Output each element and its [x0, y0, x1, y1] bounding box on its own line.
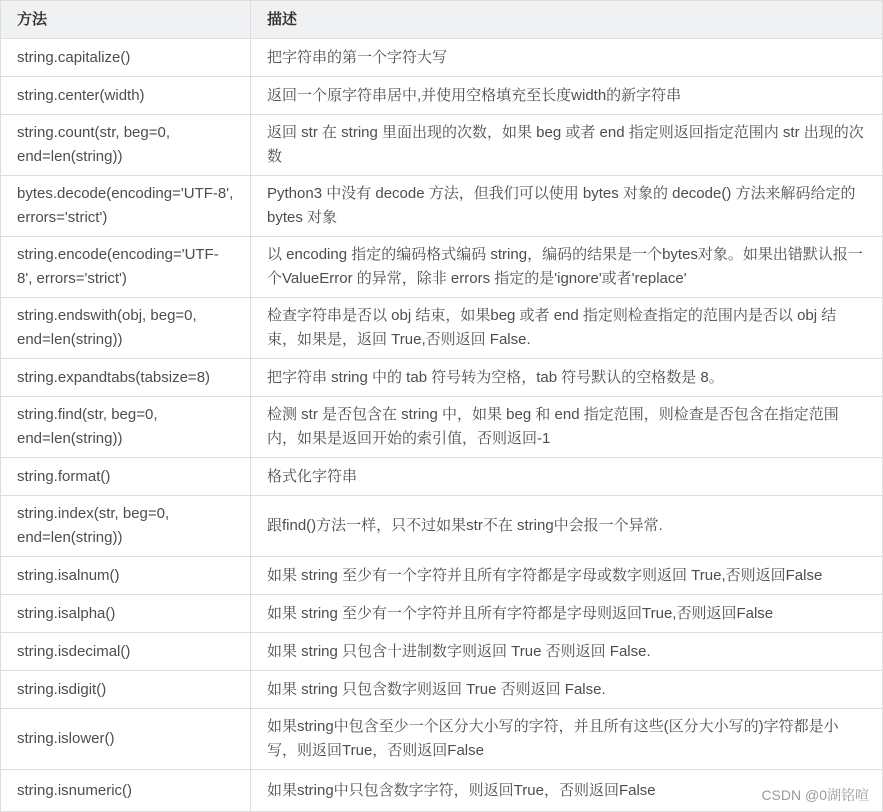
method-text: string.format() [17, 467, 111, 485]
table-row [1, 237, 883, 298]
method-text: string.isnumeric() [17, 781, 133, 799]
description-cell [251, 176, 883, 237]
method-cell [1, 633, 251, 671]
method-text: string.index(str, beg=0, end=len(string)) [17, 505, 170, 546]
table-row [1, 770, 883, 812]
table-row [1, 709, 883, 770]
table-row [1, 298, 883, 359]
table-row [1, 359, 883, 397]
method-text: string.find(str, beg=0, end=len(string)) [17, 406, 158, 447]
description-text: 返回 str 在 string 里面出现的次数，如果 beg 或者 end 指定则返回指定范围内 str 出现的次数 [267, 124, 864, 165]
method-cell [1, 557, 251, 595]
method-text: string.isalpha() [17, 604, 116, 622]
description-text: 如果string中只包含数字字符，则返回True，否则返回False [267, 781, 656, 799]
table-row [1, 176, 883, 237]
description-cell [251, 359, 883, 397]
method-text: string.isalnum() [17, 566, 120, 584]
method-text: string.center(width) [17, 86, 145, 104]
description-cell [251, 397, 883, 458]
description-text: 如果 string 至少有一个字符并且所有字符都是字母则返回True,否则返回False [267, 604, 774, 622]
method-cell [1, 709, 251, 770]
method-cell [1, 77, 251, 115]
method-text: string.endswith(obj, beg=0, end=len(string)) [17, 307, 197, 348]
method-text: string.capitalize() [17, 48, 131, 66]
description-cell [251, 595, 883, 633]
method-text: string.isdecimal() [17, 642, 131, 660]
description-cell [251, 633, 883, 671]
table-row [1, 39, 883, 77]
description-text: 返回一个原字符串居中,并使用空格填充至长度width的新字符串 [267, 86, 682, 104]
description-text: 如果 string 只包含十进制数字则返回 True 否则返回 False. [267, 642, 651, 660]
method-text: string.islower() [17, 730, 115, 747]
table-row [1, 557, 883, 595]
description-cell [251, 557, 883, 595]
method-cell [1, 39, 251, 77]
description-cell [251, 709, 883, 770]
table-row [1, 458, 883, 496]
table-row [1, 496, 883, 557]
method-cell [1, 458, 251, 496]
method-cell [1, 115, 251, 176]
description-cell [251, 39, 883, 77]
description-cell [251, 671, 883, 709]
description-cell [251, 496, 883, 557]
table-row [1, 115, 883, 176]
table-row [1, 671, 883, 709]
description-header [251, 1, 883, 39]
description-text: 如果string中包含至少一个区分大小写的字符，并且所有这些(区分大小写的)字符都是小写，则返回True，否则返回False [267, 718, 839, 759]
description-cell [251, 458, 883, 496]
method-text: string.count(str, beg=0, end=len(string)) [17, 124, 171, 165]
description-cell [251, 77, 883, 115]
description-header-label: 描述 [267, 10, 298, 28]
description-text: 格式化字符串 [267, 467, 358, 485]
description-cell [251, 115, 883, 176]
method-cell [1, 359, 251, 397]
table-row [1, 595, 883, 633]
description-text: 检查字符串是否以 obj 结束，如果beg 或者 end 指定则检查指定的范围内是否以 obj 结束，如果是，返回 True,否则返回 False. [267, 307, 837, 348]
method-cell [1, 237, 251, 298]
method-text: bytes.decode(encoding='UTF-8', errors='strict') [17, 185, 234, 226]
method-text: string.isdigit() [17, 680, 107, 698]
table-row [1, 77, 883, 115]
description-cell [251, 237, 883, 298]
description-text: 以 encoding 指定的编码格式编码 string，编码的结果是一个bytes对象。如果出错默认报一个ValueError 的异常，除非 errors 指定的是'ignore'或者'replace' [267, 246, 863, 287]
description-text: Python3 中没有 decode 方法，但我们可以使用 bytes 对象的 decode() 方法来解码给定的 bytes 对象 [267, 185, 856, 226]
method-text: string.encode(encoding='UTF-8', errors='strict') [17, 246, 219, 287]
method-cell [1, 770, 251, 812]
method-cell [1, 397, 251, 458]
method-cell [1, 671, 251, 709]
method-header [1, 1, 251, 39]
method-cell [1, 176, 251, 237]
csdn-watermark: CSDN @0湖铭喧 [761, 787, 869, 803]
method-header-label: 方法 [17, 10, 48, 28]
method-text: string.expandtabs(tabsize=8) [17, 368, 211, 386]
description-text: 把字符串的第一个字符大写 [267, 48, 448, 66]
description-text: 如果 string 至少有一个字符并且所有字符都是字母或数字则返回 True,否则返回False [267, 566, 823, 584]
description-cell [251, 298, 883, 359]
table-header-row [1, 1, 883, 39]
table-row [1, 633, 883, 671]
description-text: 检测 str 是否包含在 string 中，如果 beg 和 end 指定范围，则检查是否包含在指定范围内，如果是返回开始的索引值，否则返回-1 [267, 406, 839, 447]
table-row [1, 397, 883, 458]
description-text: 把字符串 string 中的 tab 符号转为空格，tab 符号默认的空格数是 8。 [267, 368, 724, 386]
method-cell [1, 298, 251, 359]
description-text: 跟find()方法一样，只不过如果str不在 string中会报一个异常. [267, 517, 663, 534]
method-cell [1, 595, 251, 633]
description-text: 如果 string 只包含数字则返回 True 否则返回 False. [267, 680, 606, 698]
method-cell [1, 496, 251, 557]
